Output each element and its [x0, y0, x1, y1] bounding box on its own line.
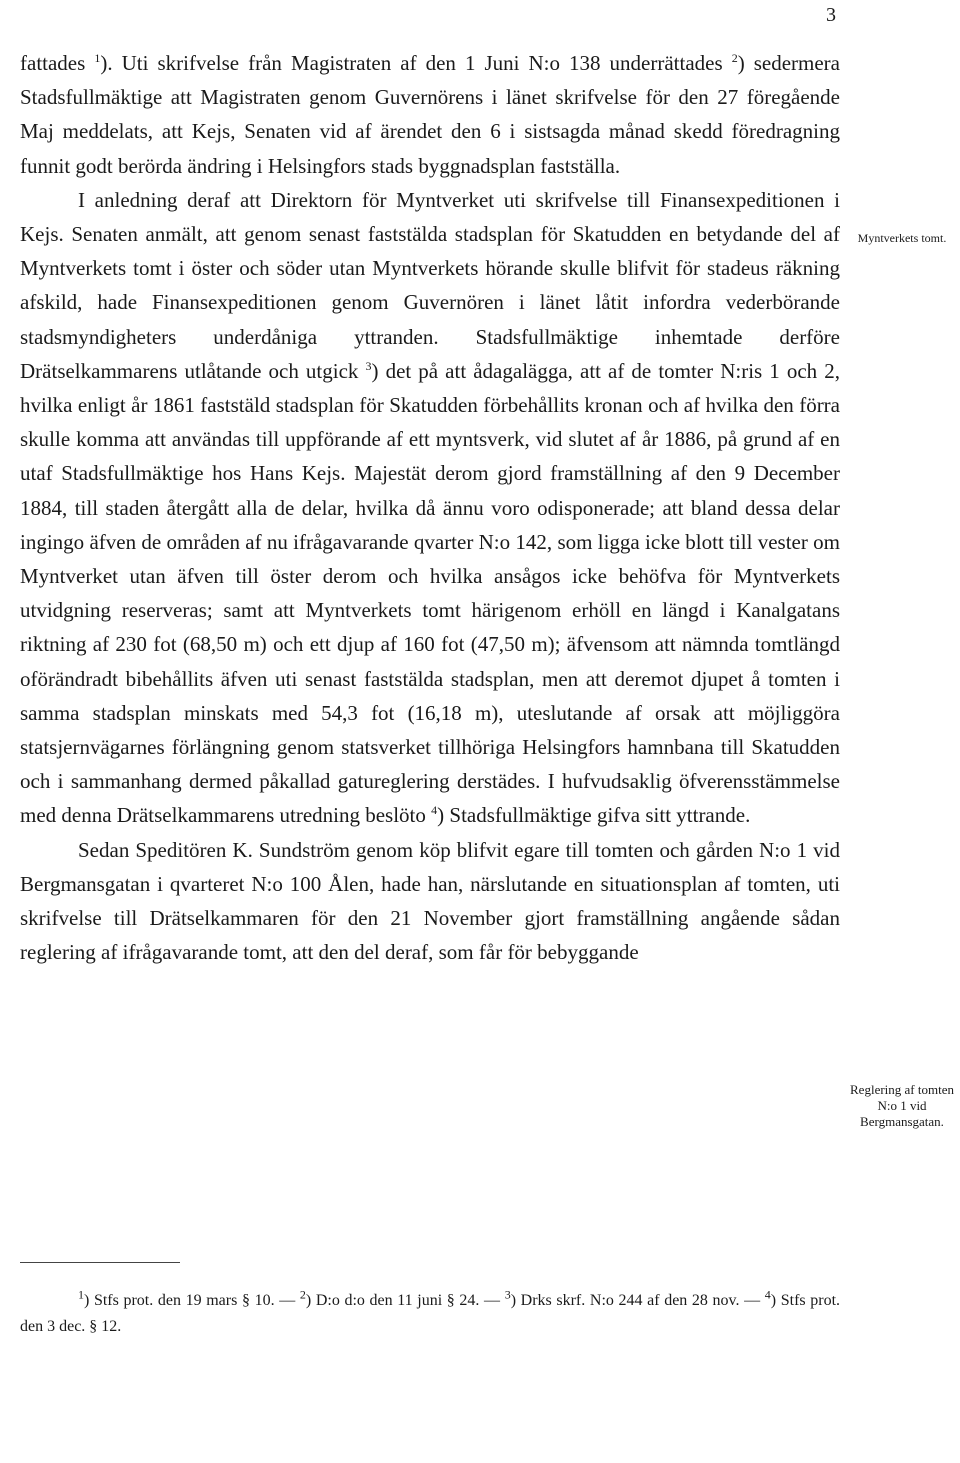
- footnote-marker: 4: [431, 803, 438, 818]
- body-text: [20, 46, 840, 969]
- footnotes: [20, 1288, 840, 1340]
- footnote-divider: [20, 1262, 180, 1263]
- footnote-marker: 2: [731, 51, 738, 65]
- margin-note-myntverkets-tomt: Myntverkets tomt.: [857, 231, 947, 245]
- footnote-line: $^1$) Stfs prot. den 19 mars § 10. — $^2$) D:o d:o den 11 juni § 24. — $^3$) Drks skrf. N:o 244 af den 28 nov. — $^4$) Stfs prot. den 3 dec. § 12.: [20, 1287, 841, 1335]
- paragraph: I anledning deraf att Direktorn för Myntverket uti skrifvelse till Finansexpeditionen i Kejs. Senaten anmält, att genom senast faststälda stadsplan för Skatudden en betydande del af Myntverkets tomt i öster och söder utan Myntverkets hörande skulle blifvit för stadeus räkning afskild, hade Finansexpeditionen genom Guvernören i länet låtit infordra vederbörande stadsmyndigheters underdåniga yttranden. Stadsfullmäktige inhemtade derföre Drätselkammarens utlåtande och utgick $^3$) det på att ådagalägga, att af de tomter N:ris 1 och 2, hvilka enligt år 1861 faststäld stadsplan för Skatudden förbehållits kronan och af hvilka den förra skulle komma att användas till uppförande af ett myntsverk, vid slutet af år 1886, på grund af en utaf Stadsfullmäktige hos Hans Kejs. Majestät derom gjord framställning af den 9 December 1884, till staden återgått alla de delar, hvilka då ännu voro odisponerade; att bland dessa delar ingingo äfven de områden af nu ifrågavarande qvarter N:o 142, som ligga icke blott till vester om Myntverket utan äfven till öster derom och hvilka ansågos icke behöfva för Myntverkets utvidgning reserveras; samt att Myntverkets tomt härigenom erhöll en längd i Kanalgatans riktning af 230 fot (68,50 m) och ett djup af 160 fot (47,50 m); äfvensom att nämnda tomtlängd oförändradt bibehållits äfven uti senast faststälda stadsplan, men att deremot djupet å tomten i samma stadsplan minskats med 54,3 fot (16,18 m), uteslutande af orsak att möjliggöra statsjernvägarnes förlängning genom statsverket tillhöriga Helsingfors hamnbana till Skatudden och i sammanhang dermed påkallad gatureglering derstädes. I hufvudsaklig öfverensstämmelse med denna Drätselkammarens utredning beslöto $^4$) Stadsfullmäktige gifva sitt yttrande.: [20, 187, 840, 828]
- footnote-marker: 4: [764, 1287, 771, 1302]
- footnote-marker: 1: [78, 1287, 84, 1302]
- margin-note-reglering: Reglering af tomten N:o 1 vid Bergmansgatan.: [850, 1082, 954, 1129]
- footnote-marker: 3: [365, 358, 372, 373]
- footnote-marker: 2: [299, 1287, 306, 1302]
- footnote-marker: 1: [94, 51, 101, 65]
- page-number: 3: [826, 4, 836, 26]
- paragraph: Sedan Speditören K. Sundström genom köp blifvit egare till tomten och gården N:o 1 vid Bergmansgatan i qvarteret N:o 100 Ålen, hade han, närslutande en situationsplan af tomten, uti skrifvelse till Drätselkammaren för den 21 November gjort framställning angående sådan reglering af ifrågavarande tomt, att den del deraf, som får för bebyggande: [20, 837, 840, 965]
- paragraph: fattades $^1$). Uti skrifvelse från Magistraten af den 1 Juni N:o 138 underrättades $^2$) sedermera Stadsfullmäktige att Magistraten genom Guvernörens i länet skrifvelse för den 27 föregående Maj meddelats, att Kejs, Senaten vid af ärendet den 6 i sistsagda månad skedd föredragning funnit godt berörda ändring i Helsingfors stads byggnadsplan fastställa.: [20, 51, 840, 178]
- footnote-marker: 3: [504, 1287, 511, 1302]
